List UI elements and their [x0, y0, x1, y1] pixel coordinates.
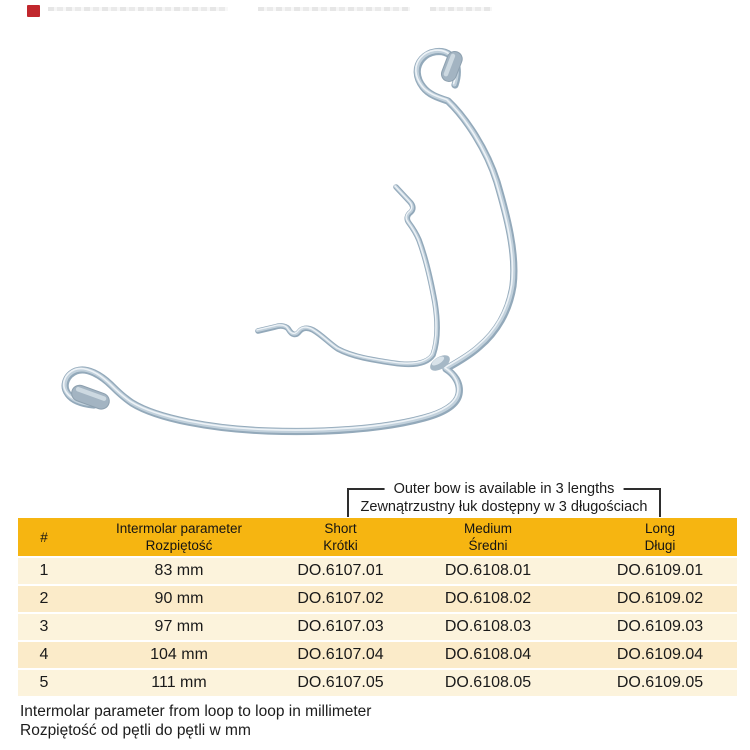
- col-header-medium: [393, 520, 583, 554]
- outer-bow-length-bracket: [347, 481, 661, 517]
- footnote: [20, 702, 371, 740]
- code-short: DO.6107.05: [297, 674, 384, 691]
- code-medium: DO.6108.05: [444, 674, 532, 691]
- table-row: [18, 668, 737, 696]
- col-header-label: Long: [644, 521, 676, 536]
- col-header-label: #: [40, 529, 48, 545]
- row-param: 104 mm: [150, 646, 208, 663]
- col-header-label-pl: Rozpiętość: [145, 538, 213, 553]
- row-number: 5: [39, 674, 49, 691]
- row-param: 97 mm: [154, 618, 204, 635]
- code-medium: DO.6108.03: [444, 618, 532, 635]
- col-header-label: Short: [324, 521, 357, 536]
- row-number: 4: [39, 646, 49, 663]
- row-number: 1: [39, 562, 49, 579]
- code-long: DO.6109.01: [616, 562, 704, 579]
- code-long: DO.6109.02: [616, 590, 704, 607]
- row-param: 111 mm: [151, 674, 207, 691]
- row-param: 90 mm: [154, 590, 204, 607]
- table-row: [18, 556, 737, 584]
- code-medium: DO.6108.04: [444, 646, 532, 663]
- col-header-label-pl: Długi: [644, 538, 676, 553]
- code-long: DO.6109.04: [616, 646, 704, 663]
- code-short: DO.6107.01: [297, 562, 384, 579]
- code-long: DO.6109.05: [616, 674, 704, 691]
- col-header-label: Intermolar parameter: [115, 521, 243, 536]
- code-short: DO.6107.04: [297, 646, 384, 663]
- footnote-pl: Rozpiętość od pętli do pętli w mm: [20, 722, 251, 739]
- row-number: 2: [39, 590, 49, 607]
- size-table: [18, 518, 737, 696]
- code-long: DO.6109.03: [616, 618, 704, 635]
- col-header-label: Medium: [463, 521, 512, 536]
- col-header-short: [288, 520, 393, 554]
- col-header-long: [583, 520, 737, 554]
- code-medium: DO.6108.01: [444, 562, 532, 579]
- inner-bow-wire: [257, 186, 437, 364]
- col-header-label-pl: Krótki: [323, 538, 358, 553]
- bracket-note-en: Outer bow is available in 3 lengths: [385, 481, 624, 497]
- outer-bow-wire: [64, 50, 514, 431]
- table-row: [18, 640, 737, 668]
- bracket-note-pl: Zewnątrzustny łuk dostępny w 3 długościach: [360, 499, 648, 515]
- code-short: DO.6107.02: [297, 590, 384, 607]
- col-header-number: [18, 529, 70, 546]
- row-number: 3: [39, 618, 49, 635]
- table-row: [18, 612, 737, 640]
- row-param: 83 mm: [154, 562, 204, 579]
- col-header-label-pl: Średni: [468, 538, 508, 553]
- table-row: [18, 584, 737, 612]
- code-short: DO.6107.03: [297, 618, 384, 635]
- code-medium: DO.6108.02: [444, 590, 532, 607]
- footnote-en: Intermolar parameter from loop to loop in millimeter: [20, 703, 372, 720]
- col-header-parameter: [70, 520, 288, 554]
- table-header-row: [18, 518, 737, 556]
